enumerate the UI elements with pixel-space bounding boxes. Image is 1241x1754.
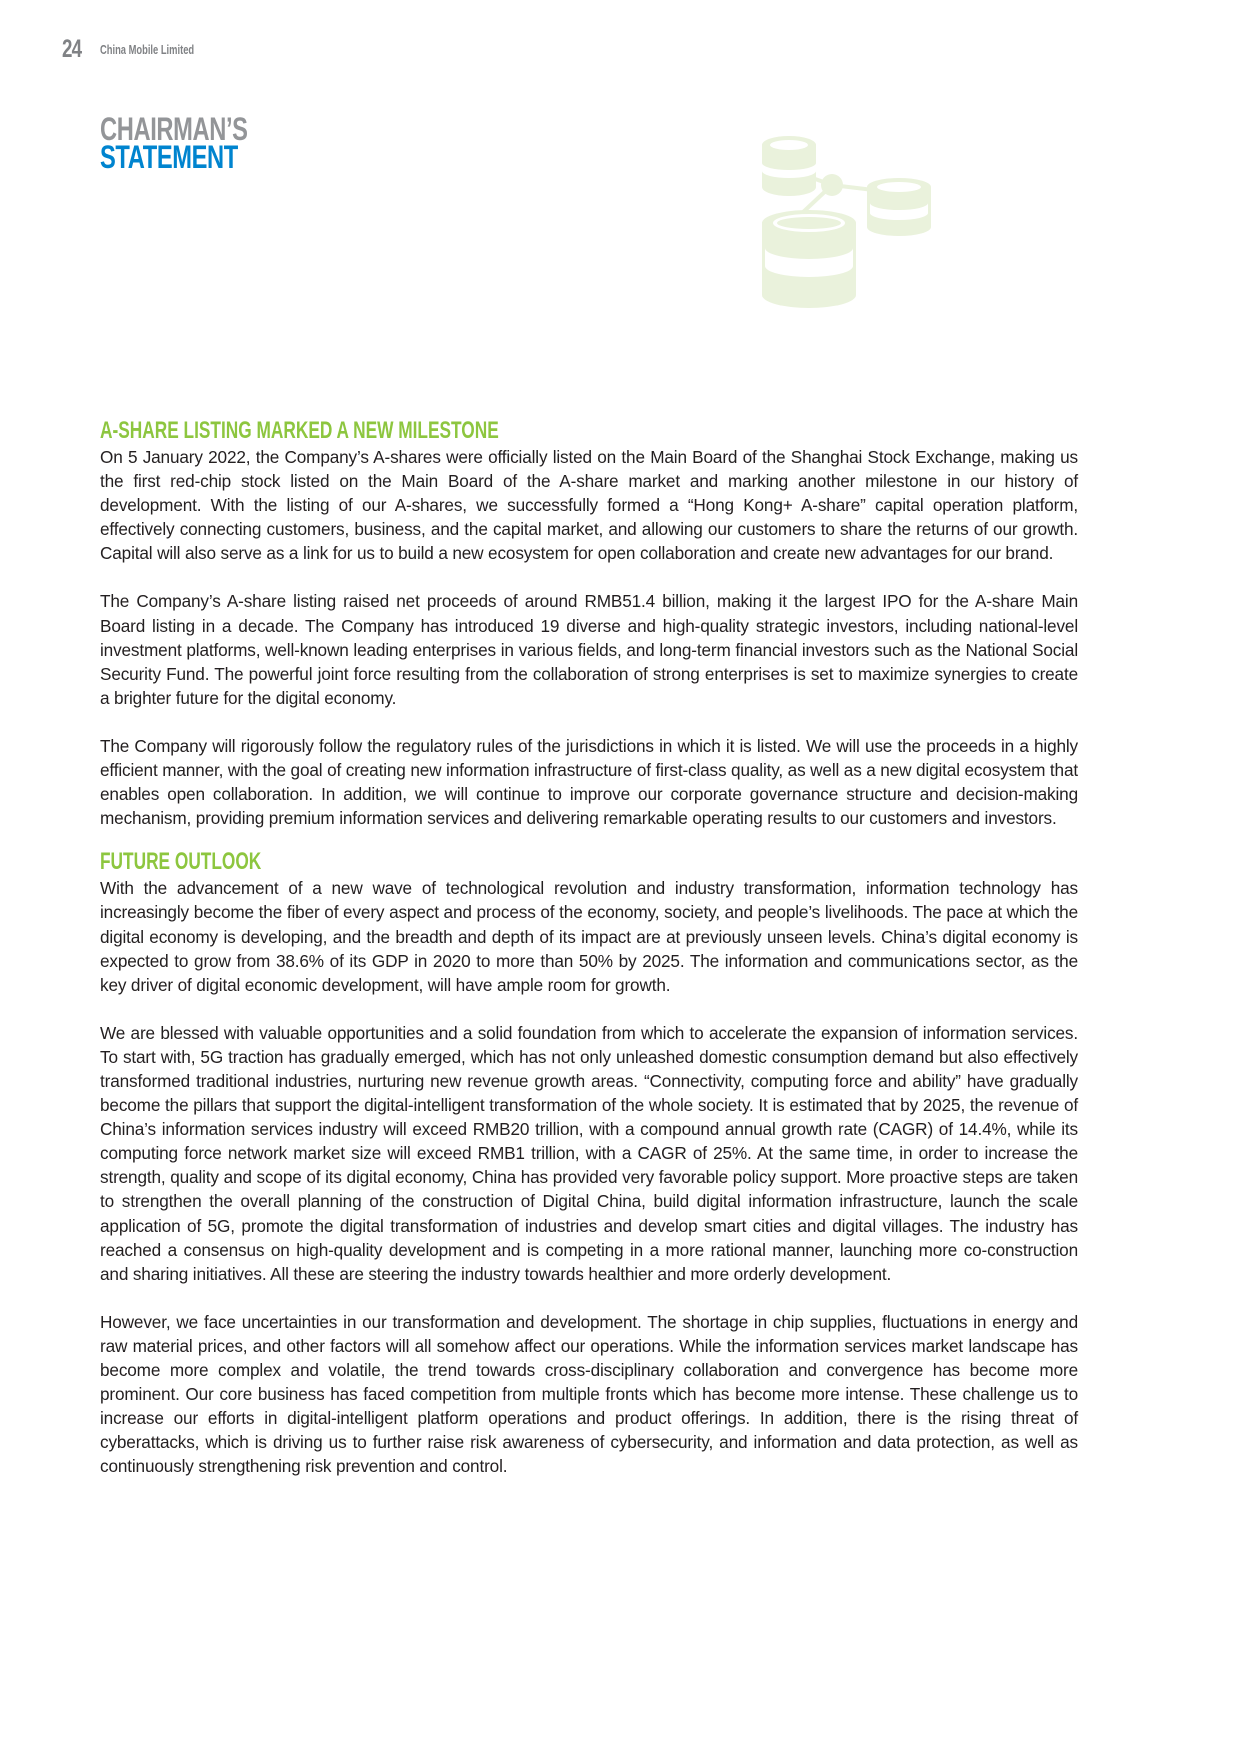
section-a-share-listing [100,417,1078,830]
paragraph: With the advancement of a new wave of technological revolution and industry transformation, information technology has increasingly become the fiber of every aspect and process of the economy, society, and people’s livelihoods. The pace at which the digital economy is developing, and the breadth and depth of its impact are at previously unseen levels. China’s digital economy is expected to grow from 38.6% of its GDP in 2020 to more than 50% by 2025. The information and communications sector, as the key driver of digital economic development, will have ample room for growth. [100,878,1078,995]
main-content [100,417,1078,1502]
page-number: 24 [62,35,82,63]
page-title [100,111,248,175]
paragraph: However, we face uncertainties in our transformation and development. The shortage in chip supplies, fluctuations in energy and raw material prices, and other factors will all somehow affect our operations. While the information services market landscape has become more complex and volatile, the trend towards cross-disciplinary collaboration and convergence has become more prominent. Our core business has faced competition from multiple fronts which has become more intense. These challenge us to increase our efforts in digital-intelligent platform operations and product offerings. In addition, there is the rising threat of cyberattacks, which is driving us to further raise risk awareness of cybersecurity, and information and data protection, as well as continuously strengthening risk prevention and control. [100,1311,1078,1477]
paragraph: The Company’s A-share listing raised net proceeds of around RMB51.4 billion, making it the largest IPO for the A-share Main Board listing in a decade. The Company has introduced 19 diverse and high-quality strategic investors, including national-level investment platforms, well-known leading enterprises in various fields, and long-term financial investors such as the National Social Security Fund. The powerful joint force resulting from the collaboration of strong enterprises is set to maximize synergies to create a brighter future for the digital economy. [100,591,1078,708]
paragraph: The Company will rigorously follow the regulatory rules of the jurisdictions in which it is listed. We will use the proceeds in a highly efficient manner, with the goal of creating new information infrastructure of first-class quality, as well as a new digital ecosystem that enables open collaboration. In addition, we will continue to improve our corporate governance structure and decision-making mechanism, providing premium information services and delivering remarkable operating results to our customers and investors. [100,735,1078,829]
title-line-2: STATEMENT [100,139,238,175]
paragraph: On 5 January 2022, the Company’s A-shares were officially listed on the Main Board of the Shanghai Stock Exchange, making us the first red-chip stock listed on the Main Board of the A-share market and marking another milestone in our history of development. With the listing of our A-shares, we successfully formed a “Hong Kong+ A-share” capital operation platform, effectively connecting customers, business, and the capital market, and allowing our customers to share the returns of our growth. Capital will also serve as a link for us to build a new ecosystem for open collaboration and create new advantages for our brand. [100,447,1078,564]
section-heading: A-SHARE LISTING MARKED A NEW MILESTONE [100,417,499,444]
section-future-outlook [100,848,1078,1478]
company-name: China Mobile Limited [100,42,195,57]
database-network-icon [740,130,940,320]
section-heading: FUTURE OUTLOOK [100,848,262,876]
paragraph: We are blessed with valuable opportunities and a solid foundation from which to accelerate the expansion of information services. To start with, 5G traction has gradually emerged, which has not only unleashed domestic consumption demand but also effectively transformed traditional industries, nurturing new revenue growth areas. “Connectivity, computing force and ability” have gradually become the pillars that support the digital-intelligent transformation of the whole society. It is estimated that by 2025, the revenue of China’s information services industry will exceed RMB20 trillion, with a compound annual growth rate (CAGR) of 14.4%, while its computing force network market size will exceed RMB1 trillion, with a CAGR of 25%. At the same time, in order to increase the strength, quality and scope of its digital economy, China has provided very favorable policy support. More proactive steps are taken to strengthen the overall planning of the construction of Digital China, build digital information infrastructure, launch the scale application of 5G, promote the digital transformation of industries and develop smart cities and digital villages. The industry has reached a consensus on high-quality development and is competing in a more rational manner, launching more co-construction and sharing initiatives. All these are steering the industry towards healthier and more orderly development. [100,1022,1078,1284]
title-line-1: CHAIRMAN’S [100,111,248,147]
